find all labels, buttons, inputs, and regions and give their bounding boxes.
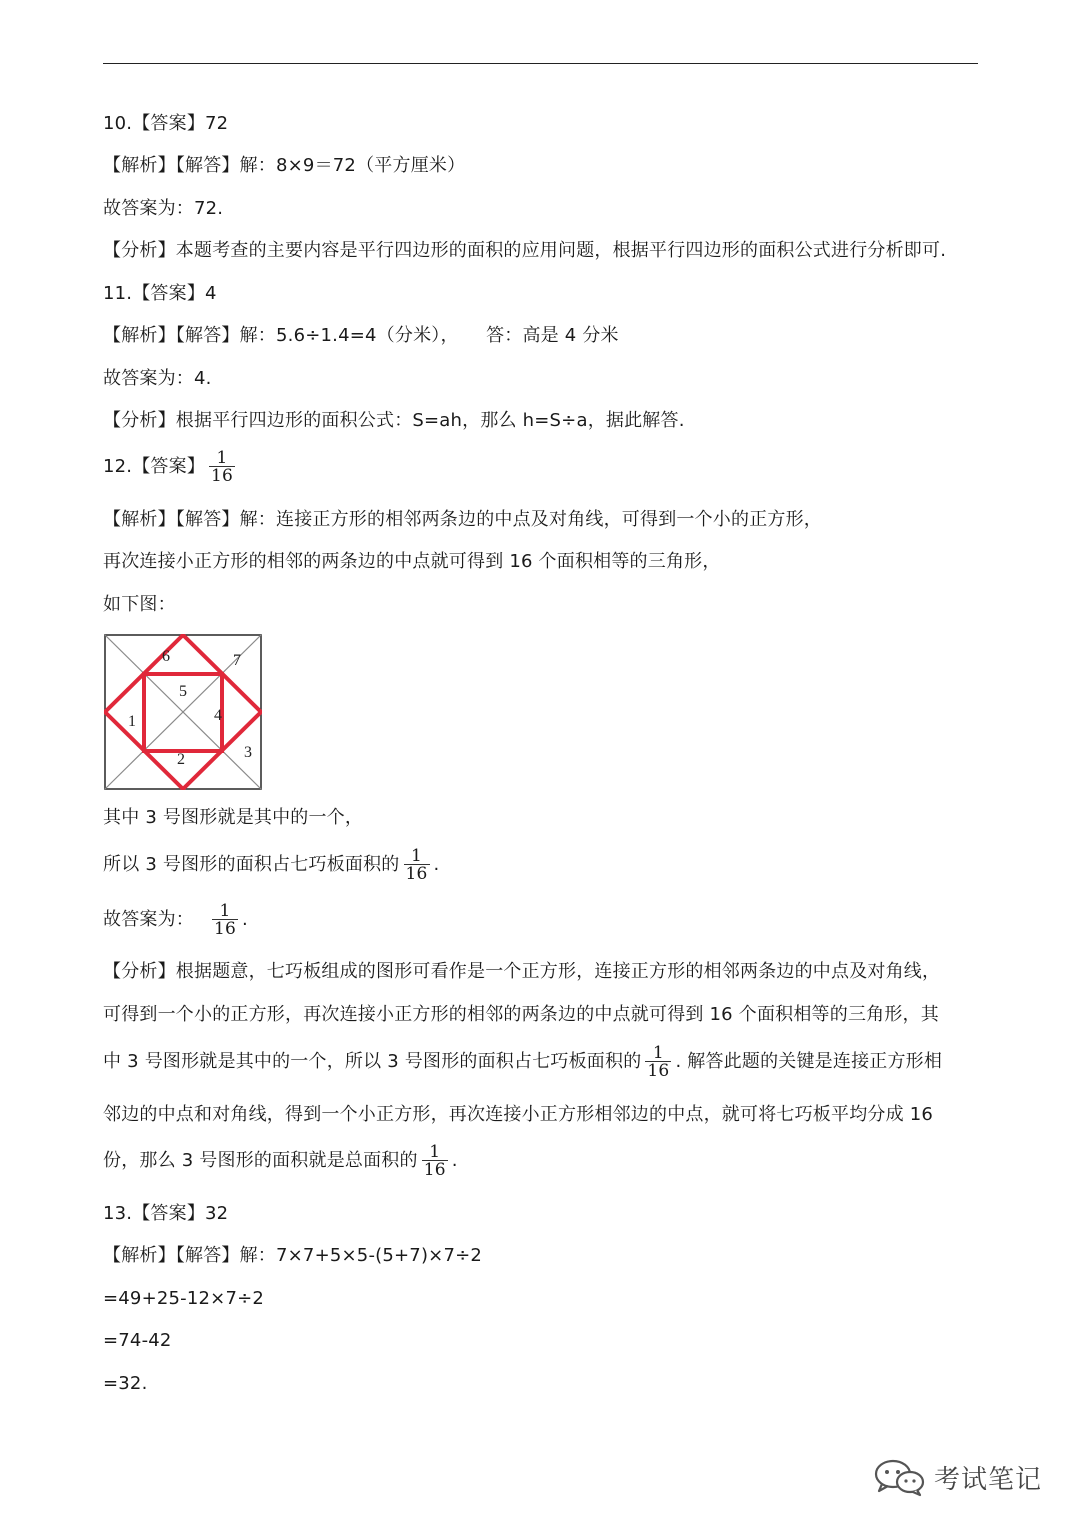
figure-label-4: 4: [214, 707, 222, 724]
header-rule: [103, 63, 978, 64]
watermark-text: 考试笔记: [934, 1464, 1043, 1495]
q12-conclusion-end: .: [242, 909, 248, 930]
fraction-numerator: 1: [219, 901, 231, 921]
q10-solution: 【解析】【解答】解：8×9＝72（平方厘米）: [103, 155, 466, 176]
q12-answer: [103, 450, 239, 484]
q11-answer: 11.【答案】4: [103, 283, 217, 304]
fraction-numerator: 1: [411, 846, 423, 866]
figure-label-7: 7: [233, 652, 241, 669]
q12-analysis-3a: 中 3 号图形就是其中的一个，所以 3 号图形的面积占七巧板面积的: [103, 1051, 642, 1072]
q10-answer: 10.【答案】72: [103, 113, 229, 134]
figure-label-6: 6: [162, 648, 170, 665]
q11-conclusion: 故答案为：4.: [103, 368, 212, 389]
q12-after-line-2: [103, 848, 439, 882]
tangram-figure: [104, 634, 262, 790]
q12-after-line-1: 其中 3 号图形就是其中的一个，: [103, 807, 364, 828]
q12-answer-fraction: [209, 450, 235, 484]
q12-analysis-line-2: 可得到一个小的正方形，再次连接小正方形的相邻的两条边的中点就可得到 16 个面积相等的三角形，其: [103, 1004, 939, 1025]
q12-analysis-3b: . 解答此题的关键是连接正方形相: [675, 1051, 943, 1072]
fraction-1-16: [212, 903, 238, 937]
fraction-denominator: 16: [405, 864, 428, 884]
q12-solution-line-1: 【解析】【解答】解：连接正方形的相邻两条边的中点及对角线，可得到一个小的正方形，: [103, 509, 822, 530]
q13-answer: 13.【答案】32: [103, 1203, 229, 1224]
q13-step-1: =49+25-12×7÷2: [103, 1288, 265, 1309]
fraction-denominator: 16: [214, 919, 237, 939]
q12-solution-line-2: 再次连接小正方形的相邻的两条边的中点就可得到 16 个面积相等的三角形，: [103, 551, 721, 572]
fraction-1-16: [422, 1144, 448, 1178]
q13-solution: 【解析】【解答】解：7×7+5×5-(5+7)×7÷2: [103, 1245, 483, 1266]
watermark: [872, 1457, 1042, 1497]
q12-conclusion: [103, 903, 248, 937]
wechat-icon: [872, 1457, 928, 1497]
fraction-1-16: [404, 848, 430, 882]
figure-label-3: 3: [244, 744, 252, 761]
q12-analysis-5a: 份，那么 3 号图形的面积就是总面积的: [103, 1150, 418, 1171]
fraction-numerator: 1: [216, 448, 228, 468]
figure-label-2: 2: [177, 751, 185, 768]
q10-conclusion: 故答案为：72.: [103, 198, 224, 219]
q12-answer-prefix: 12.【答案】: [103, 456, 206, 477]
q12-analysis-line-4: 邻边的中点和对角线，得到一个小正方形，再次连接小正方形相邻边的中点，就可将七巧板平均分成 16: [103, 1104, 934, 1125]
fraction-1-16: [645, 1045, 671, 1079]
fraction-denominator: 16: [211, 466, 234, 486]
q12-analysis-5b: .: [451, 1150, 458, 1171]
fraction-denominator: 16: [647, 1061, 670, 1081]
fraction-denominator: 16: [423, 1160, 446, 1180]
figure-label-1: 1: [128, 713, 136, 730]
q12-solution-line-3: 如下图：: [103, 594, 176, 615]
q12-analysis-line-3: [103, 1045, 942, 1079]
q12-after-2-end: .: [433, 854, 440, 875]
q11-analysis: 【分析】根据平行四边形的面积公式：S=ah，那么 h=S÷a，据此解答.: [103, 410, 685, 431]
q11-solution: 【解析】【解答】解：5.6÷1.4=4（分米）， 答：高是 4 分米: [103, 325, 619, 346]
figure-label-5: 5: [179, 683, 187, 700]
fraction-numerator: 1: [652, 1043, 664, 1063]
q13-step-2: =74-42: [103, 1330, 172, 1351]
fraction-numerator: 1: [429, 1142, 441, 1162]
q12-analysis-line-5: [103, 1144, 458, 1178]
q10-analysis: 【分析】本题考查的主要内容是平行四边形的面积的应用问题，根据平行四边形的面积公式进行分析即可.: [103, 240, 947, 261]
q12-after-2-text: 所以 3 号图形的面积占七巧板面积的: [103, 854, 400, 875]
q12-conclusion-text: 故答案为：: [103, 909, 194, 930]
q13-step-3: =32.: [103, 1373, 148, 1394]
q12-analysis-line-1: 【分析】根据题意，七巧板组成的图形可看作是一个正方形，连接正方形的相邻两条边的中点及对角线，: [103, 961, 941, 982]
